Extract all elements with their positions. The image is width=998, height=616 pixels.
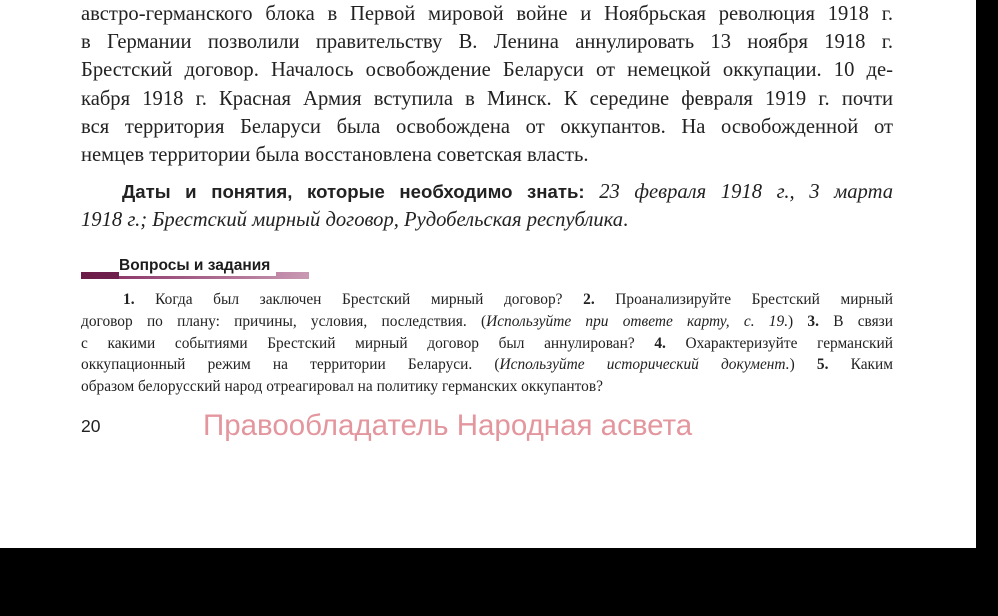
dates-and-concepts [81,178,893,235]
body-line: кабря 1918 г. Красная Армия вступила в Минск. К середине февраля 1919 г. почти [81,87,893,110]
questions-line [81,376,893,398]
question-text: Когда был заключен Брестский мирный договор? [134,291,584,308]
question-text: договор по плану: причины, условия, последствия. ( [81,312,487,330]
questions-line [81,311,893,333]
question-text: оккупационный режим на территории Беларуси. ( [81,356,500,374]
section-title: Вопросы и задания [119,256,276,276]
questions-list [81,289,893,398]
question-text: Охарактеризуйте германский [665,334,893,352]
question-number: 5. [816,356,829,374]
question-number: 4. [654,334,666,352]
question-text: образом белорусский народ отреагировал на политику германских оккупантов? [81,378,603,396]
dates-line-1 [81,178,893,206]
question-text: ) [789,356,817,374]
question-number: 2. [583,291,595,308]
section-heading [81,256,311,280]
question-text: В связи [818,312,893,330]
body-paragraph [81,0,893,169]
question-text: Проанализируйте Брестский мирный [594,291,893,308]
questions-line [81,333,893,355]
body-line: Брестский договор. Началось освобождение Беларуси от немецкой оккупации. 10 де- [81,59,893,82]
question-text: с какими событиями Брестский мирный договор был аннулирован? [81,334,655,352]
copyright-watermark: Правообладатель Народная асвета [203,409,693,442]
dates-label: Даты и понятия, которые необходимо знать: [122,181,585,202]
body-line: вся территория Беларуси была освобождена от оккупантов. На освобожденной от [81,115,893,138]
question-text: Каким [828,356,893,374]
body-line: австро-германского блока в Первой мировой войне и Ноябрьская революция 1918 г. [81,3,893,25]
question-hint: Используйте исторический документ. [499,356,790,374]
question-text: ) [788,312,808,330]
dates-end: . [623,209,629,232]
dates-italic-1: 23 февраля 1918 г., 3 марта [599,181,893,203]
dates-line-2 [81,206,893,234]
questions-line [81,354,893,376]
questions-line [81,289,893,311]
dates-italic-2: 1918 г.; Брестский мирный договор, Рудобельская республика [81,209,624,232]
question-number: 1. [123,291,135,308]
body-line: немцев территории была восстановлена советская власть. [81,143,589,166]
question-hint: Используйте при ответе карту, с. 19. [486,312,789,330]
question-number: 3. [807,312,819,330]
page-number: 20 [81,416,101,436]
body-line: в Германии позволили правительству В. Ленина аннулировать 13 ноября 1918 г. [81,31,893,54]
